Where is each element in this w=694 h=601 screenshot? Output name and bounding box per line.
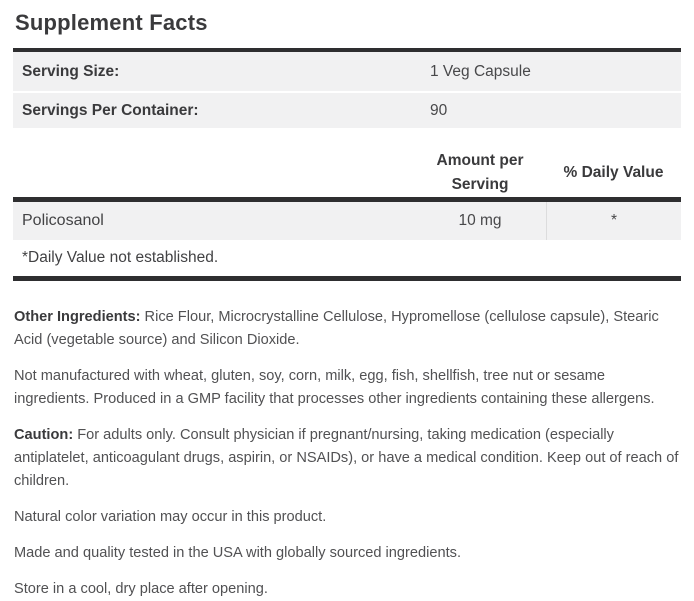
servings-per-container-value: 90: [430, 101, 448, 119]
serving-size-value: 1 Veg Capsule: [430, 62, 531, 80]
caution-paragraph: [14, 424, 683, 493]
daily-value-footnote: *Daily Value not established.: [13, 240, 681, 276]
nutrient-table-header: [13, 128, 681, 197]
storage-text: Store in a cool, dry place after opening.: [14, 581, 268, 597]
servings-per-container-row: [13, 91, 681, 128]
serving-size-row: [13, 52, 681, 91]
color-variation-text: Natural color variation may occur in this product.: [14, 509, 327, 525]
other-ingredients-text: Rice Flour, Microcrystalline Cellulose, Hypromellose (cellulose capsule), Stearic Acid (vegetable source) and Silicon Dioxide.: [14, 309, 659, 348]
caution-lead: Caution:: [14, 427, 74, 443]
ingredient-name: Policosanol: [22, 212, 104, 229]
amount-per-serving-header-line2: Serving: [451, 176, 509, 193]
serving-size-label: Serving Size:: [22, 62, 120, 80]
ingredient-daily-value: *: [546, 202, 681, 240]
storage-paragraph: [14, 578, 683, 601]
ingredient-amount: 10 mg: [458, 212, 502, 229]
amount-per-serving-header-line1: Amount per: [436, 152, 524, 169]
other-ingredients-paragraph: [14, 306, 683, 352]
color-variation-paragraph: [14, 506, 683, 529]
allergen-text: Not manufactured with wheat, gluten, soy, corn, milk, egg, fish, shellfish, tree nut or sesame ingredients. Produced in a GMP facility that processes other ingredients containing these allergens.: [14, 368, 655, 407]
made-in-usa-text: Made and quality tested in the USA with globally sourced ingredients.: [14, 545, 461, 561]
servings-per-container-label: Servings Per Container:: [22, 101, 199, 119]
serving-info-table: [13, 48, 681, 128]
percent-daily-value-header: % Daily Value: [563, 164, 664, 181]
panel-title: Supplement Facts: [15, 10, 208, 35]
caution-text: For adults only. Consult physician if pregnant/nursing, taking medication (especially antiplatelet, anticoagulant drugs, aspirin, or NSAIDs), or have a medical condition. Keep out of reach of children.: [14, 427, 679, 489]
table-row: [13, 202, 681, 240]
amount-per-serving-header: [414, 149, 546, 197]
made-in-usa-paragraph: [14, 542, 683, 565]
nutrient-table: [13, 197, 681, 281]
info-paragraphs: [13, 306, 683, 601]
allergen-paragraph: [14, 365, 683, 411]
other-ingredients-lead: Other Ingredients:: [14, 309, 141, 325]
